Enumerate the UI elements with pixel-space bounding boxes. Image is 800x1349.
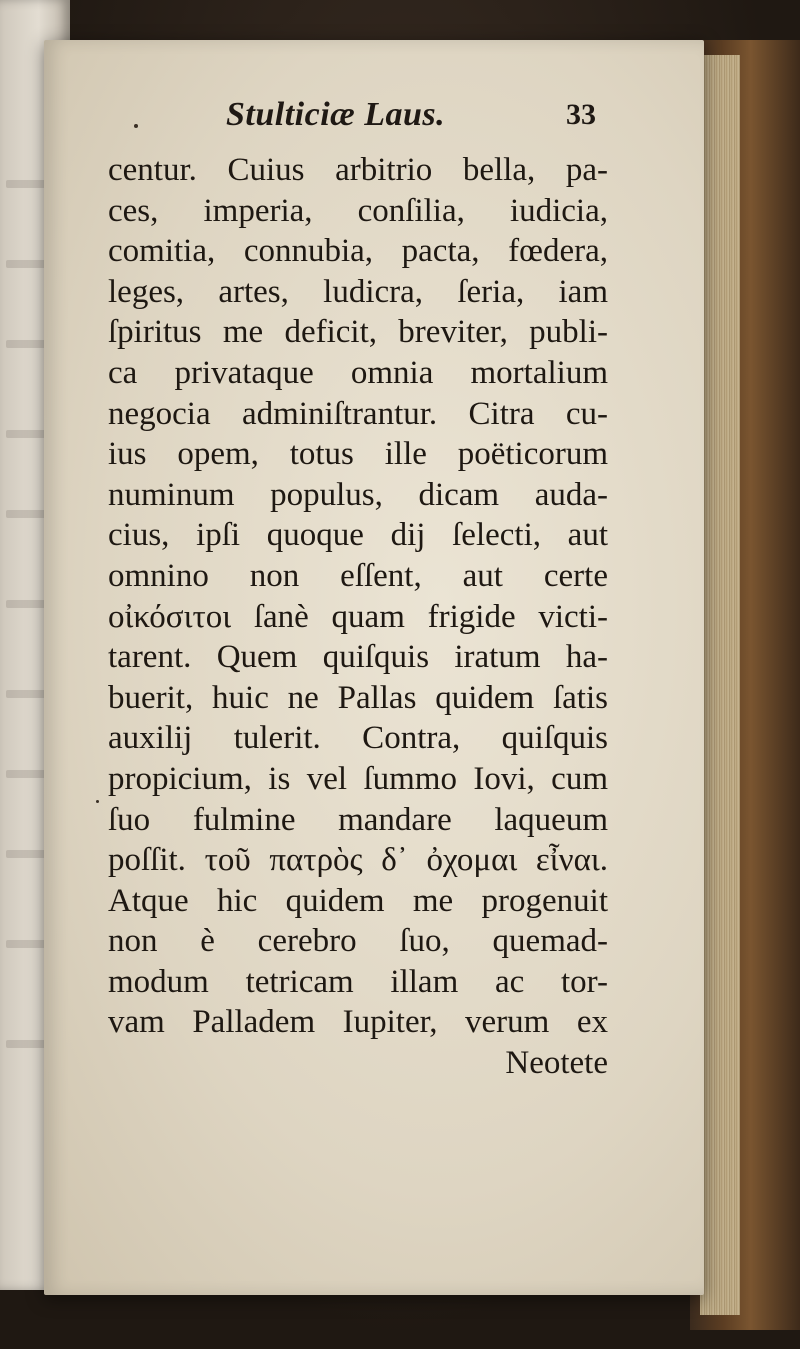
text-line: centur. Cuius arbitrio bella, pa- xyxy=(108,152,608,188)
text-line: auxilij tulerit. Contra, quiſquis xyxy=(108,720,608,757)
text-line: modum tetricam illam ac tor- xyxy=(108,963,608,1000)
text-line: ca privataque omnia mortalium xyxy=(108,354,608,391)
text-line: cius, ipſi quoque dij ſelecti, aut xyxy=(108,517,608,554)
text-line: negocia adminiſtrantur. Citra cu- xyxy=(108,395,608,432)
text-line: vam Palladem Iupiter, verum ex xyxy=(108,1004,608,1041)
text-line: ces, imperia, conſilia, iudicia, xyxy=(108,192,608,229)
text-line: buerit, huic ne Pallas quidem ſatis xyxy=(108,679,608,716)
text-line: non è cerebro ſuo, quemad- xyxy=(108,923,608,960)
text-line: numinum populus, dicam auda- xyxy=(108,476,608,513)
text-line: ius opem, totus ille poëticorum xyxy=(108,436,608,473)
text-line: Atque hic quidem me progenuit xyxy=(108,882,608,919)
text-line: omnino non eſſent, aut certe xyxy=(108,557,608,594)
body-text xyxy=(108,150,608,1084)
text-line: tarent. Quem quiſquis iratum ha- xyxy=(108,639,608,676)
text-line: ſpiritus me deficit, breviter, publi- xyxy=(108,314,608,351)
text-line: leges, artes, ludicra, ſeria, iam xyxy=(108,273,608,310)
text-line: οἰκόσιτοι ſanè quam frigide victi- xyxy=(108,598,608,635)
text-line: poſſit. τοῦ πατρὸς δ᾽ ὀχομαι εἶναι. xyxy=(108,842,608,879)
text-line: propicium, is vel ſummo Iovi, cum xyxy=(108,760,608,797)
running-head: Stulticiæ Laus. xyxy=(226,96,446,133)
page-edges xyxy=(700,55,740,1315)
text-line: ſuo fulmine mandare laqueum xyxy=(108,801,608,838)
page-number: 33 xyxy=(566,98,596,131)
text-line: comitia, connubia, pacta, fœdera, xyxy=(108,233,608,270)
ink-speck xyxy=(134,124,138,128)
ink-speck xyxy=(96,800,99,803)
catchword: Neotete xyxy=(505,1045,608,1082)
